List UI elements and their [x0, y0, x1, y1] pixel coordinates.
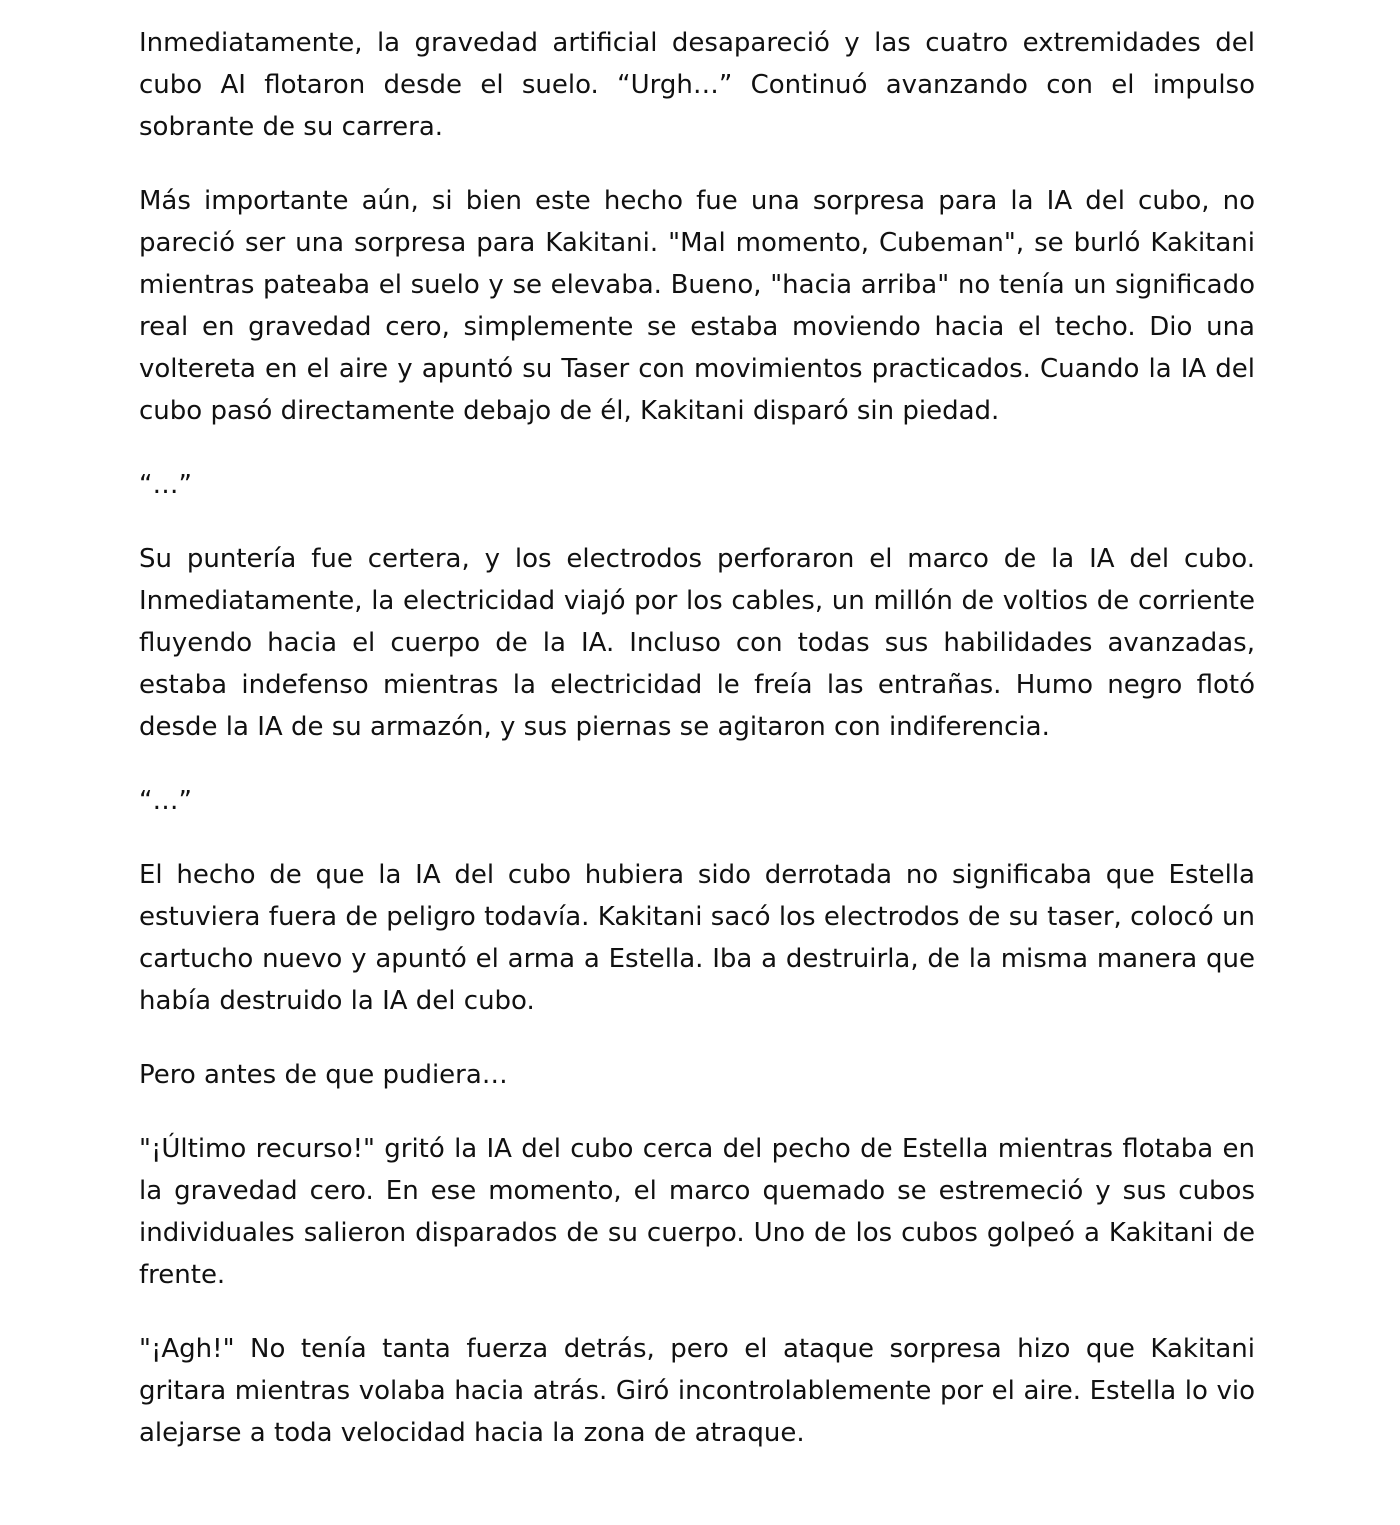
- paragraph-3-ellipsis: “…”: [139, 470, 192, 500]
- paragraph-1: Inmediatamente, la gravedad artificial desapareció y las cuatro extremidades del cubo AI flotaron desde el suelo. “Urgh…” Continuó avanzando con el impulso sobrante de su carrera.: [139, 28, 1255, 142]
- paragraph-6: El hecho de que la IA del cubo hubiera sido derrotada no significaba que Estella estuviera fuera de peligro todavía. Kakitani sacó los electrodos de su taser, colocó un cartucho nuevo y apuntó el arma a Estella. Iba a destruirla, de la misma manera que había destruido la IA del cubo.: [139, 860, 1255, 1016]
- paragraph-2: Más importante aún, si bien este hecho fue una sorpresa para la IA del cubo, no pareció ser una sorpresa para Kakitani. "Mal momento, Cubeman", se burló Kakitani mientras pateaba el suelo y se elevaba. Bueno, "hacia arriba" no tenía un significado real en gravedad cero, simplemente se estaba moviendo hacia el techo. Dio una voltereta en el aire y apuntó su Taser con movimientos practicados. Cuando la IA del cubo pasó directamente debajo de él, Kakitani disparó sin piedad.: [139, 186, 1255, 426]
- document-page: [139, 22, 1255, 1486]
- paragraph-9: "¡Agh!" No tenía tanta fuerza detrás, pero el ataque sorpresa hizo que Kakitani gritara mientras volaba hacia atrás. Giró incontrolablemente por el aire. Estella lo vio alejarse a toda velocidad hacia la zona de atraque.: [139, 1334, 1255, 1448]
- paragraph-7: Pero antes de que pudiera…: [139, 1060, 508, 1090]
- paragraph-8: "¡Último recurso!" gritó la IA del cubo cerca del pecho de Estella mientras flotaba en la gravedad cero. En ese momento, el marco quemado se estremeció y sus cubos individuales salieron disparados de su cuerpo. Uno de los cubos golpeó a Kakitani de frente.: [139, 1134, 1255, 1290]
- paragraph-4: Su puntería fue certera, y los electrodos perforaron el marco de la IA del cubo. Inmediatamente, la electricidad viajó por los cables, un millón de voltios de corriente fluyendo hacia el cuerpo de la IA. Incluso con todas sus habilidades avanzadas, estaba indefenso mientras la electricidad le freía las entrañas. Humo negro flotó desde la IA de su armazón, y sus piernas se agitaron con indiferencia.: [139, 544, 1255, 742]
- paragraph-5-ellipsis: “…”: [139, 786, 192, 816]
